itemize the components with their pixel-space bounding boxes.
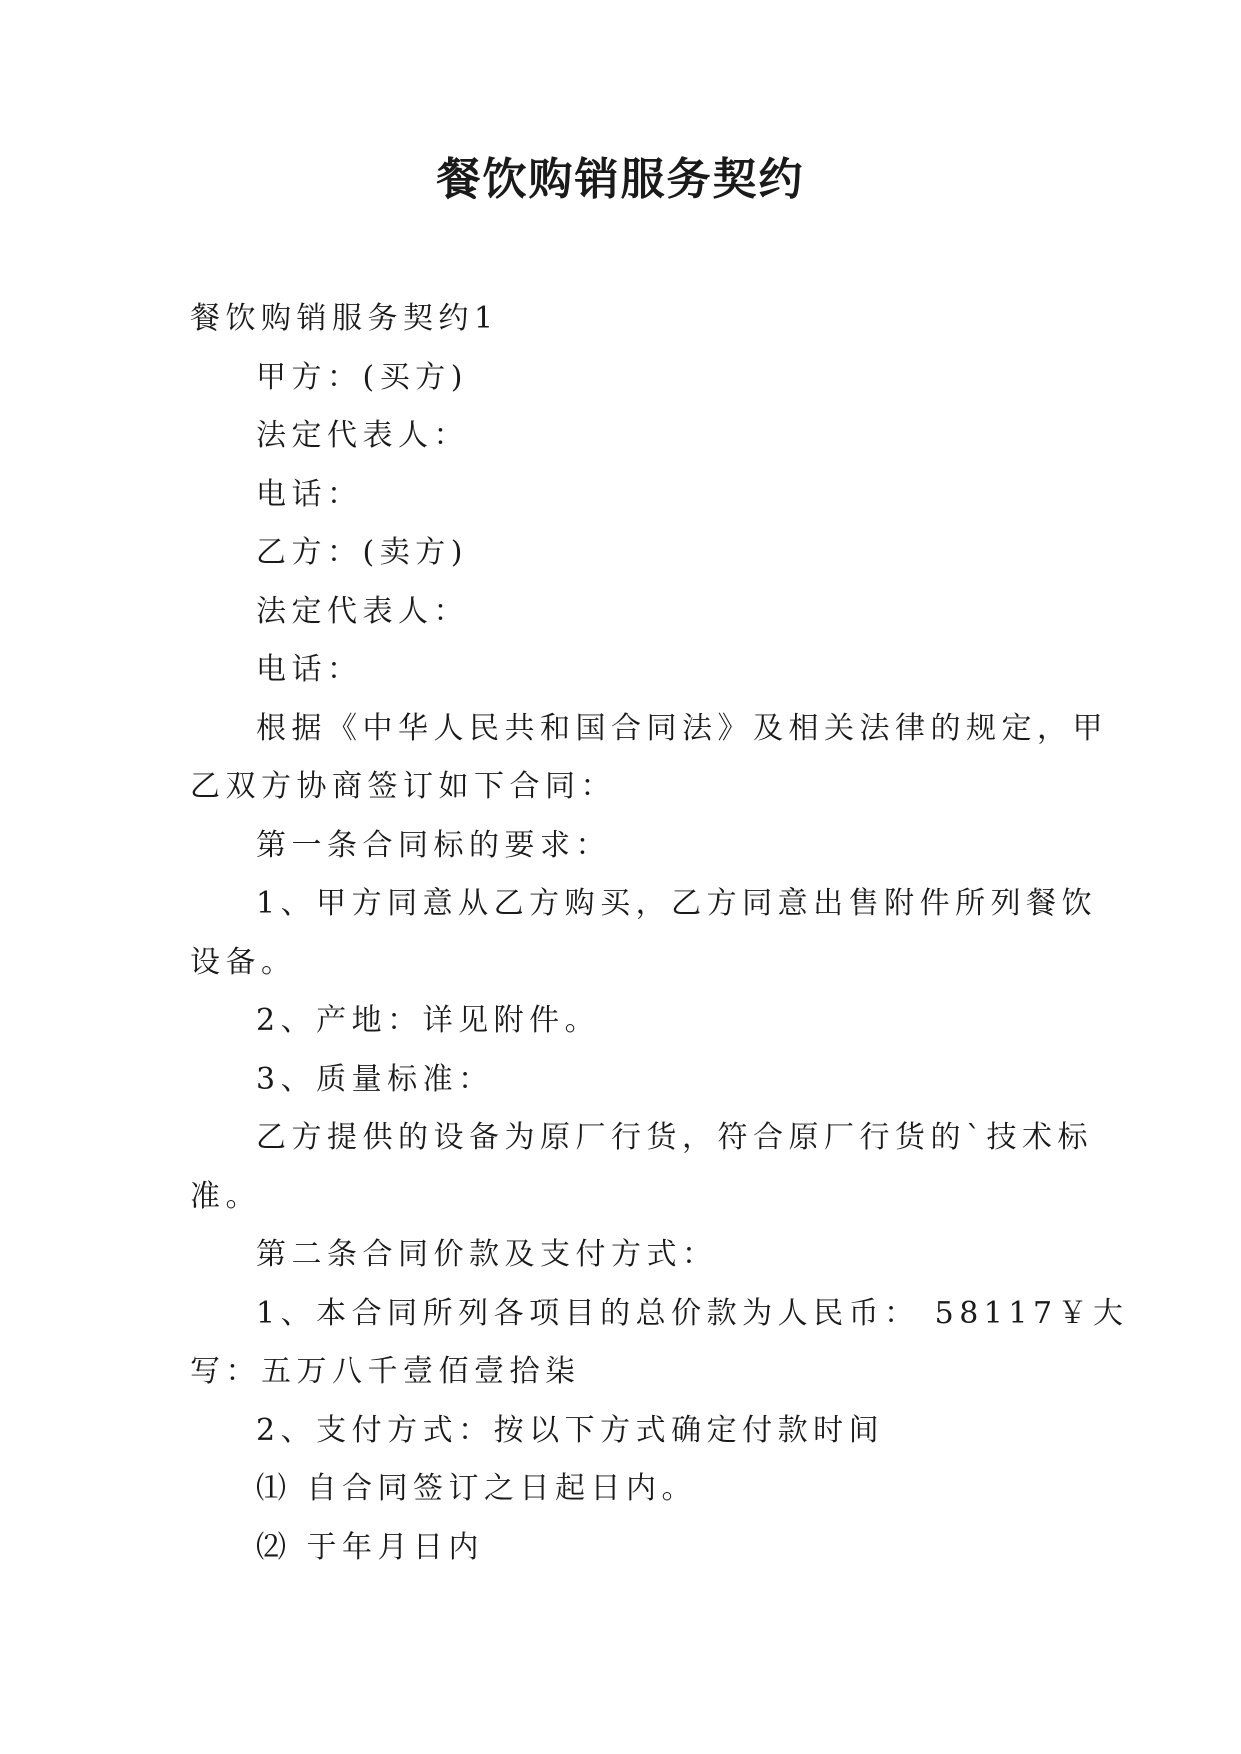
section-heading: 餐饮购销服务契约1 [190, 301, 499, 336]
party-b-representative: 法定代表人： [256, 593, 469, 629]
article-2-item-2: 2、支付方式：按以下方式确定付款时间 [256, 1412, 885, 1448]
party-a-line: 甲方：(买方) [256, 359, 468, 395]
preamble-line-2: 乙双方协商签订如下合同： [190, 769, 616, 804]
document-body [190, 290, 1129, 1577]
article-1-item-2: 2、产地：详见附件。 [256, 1003, 601, 1038]
article-2-item-1-line-1: 1、本合同所列各项目的总价款为人民币： 58117￥大 [256, 1295, 1129, 1331]
article-2-item-1-line-2: 写：五万八千壹佰壹拾柒 [190, 1354, 581, 1389]
article-1-item-1-line-1: 1、甲方同意从乙方购买，乙方同意出售附件所列餐饮 [256, 886, 1098, 921]
article-1-item-1-line-2: 设备。 [190, 944, 297, 980]
party-a-phone: 电话： [256, 476, 363, 512]
quality-standard-line-1: 乙方提供的设备为原厂行货，符合原厂行货的`技术标 [256, 1120, 1093, 1155]
party-b-line: 乙方：(卖方) [256, 535, 468, 570]
article-1-item-3: 3、质量标准： [256, 1061, 494, 1097]
preamble-line-1: 根据《中华人民共和国合同法》及相关法律的规定，甲 [256, 710, 1108, 746]
quality-standard-line-2: 准。 [190, 1178, 261, 1214]
document-title: 餐饮购销服务契约 [436, 154, 805, 205]
article-1-heading: 第一条合同标的要求： [256, 827, 611, 863]
payment-option-2: ⑵ 于年月日内 [256, 1529, 485, 1565]
payment-option-1: ⑴ 自合同签订之日起日内。 [256, 1471, 698, 1506]
party-b-phone: 电话： [256, 652, 363, 687]
article-2-heading: 第二条合同价款及支付方式： [256, 1237, 718, 1272]
party-a-representative: 法定代表人： [256, 418, 469, 453]
